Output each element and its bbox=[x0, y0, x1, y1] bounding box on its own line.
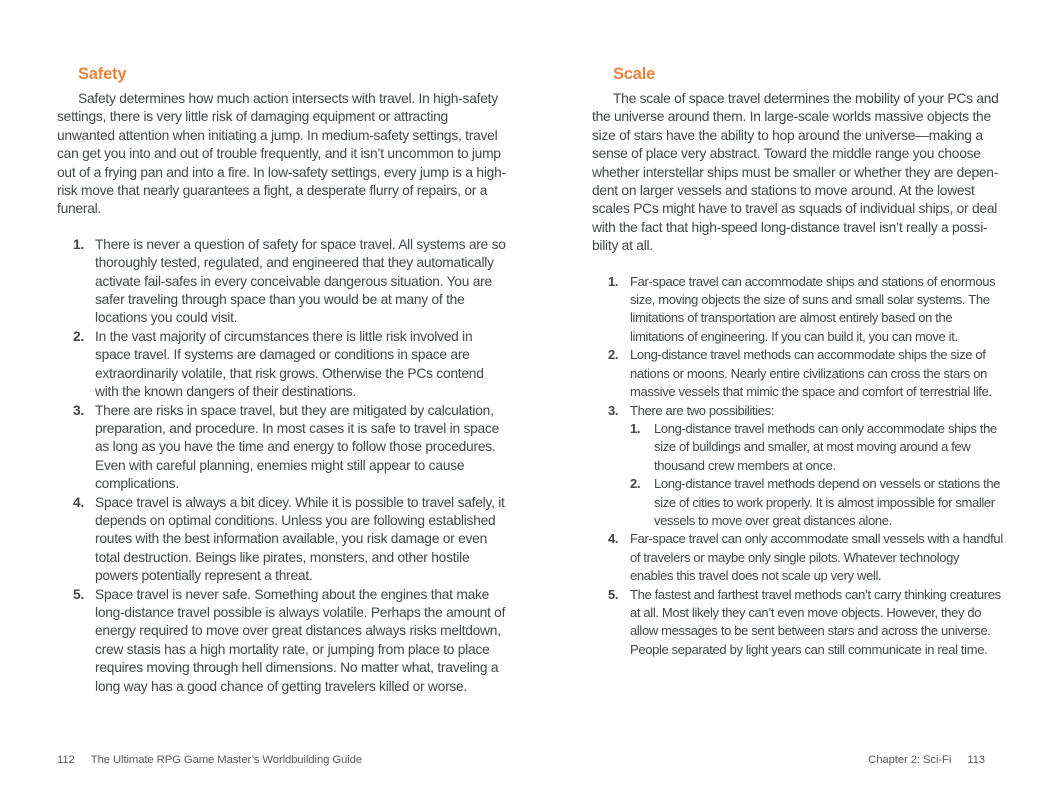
item-number: 1. bbox=[630, 420, 641, 436]
item-number: 2. bbox=[73, 328, 85, 344]
footer-right bbox=[868, 753, 985, 767]
footer-left bbox=[57, 753, 362, 767]
item-number: 3. bbox=[608, 402, 619, 418]
item-number: 1. bbox=[608, 273, 619, 289]
item-text: Long-distance travel methods can accommodate ships the size of nations or moons. Nearly entire civilizations can cross the stars on massive vessels that mimic the space and comfort of terrestrial life. bbox=[630, 347, 992, 400]
item-number: 2. bbox=[608, 347, 619, 363]
page-right bbox=[592, 64, 1004, 659]
intro-paragraph-scale: The scale of space travel determines the mobility of your PCs and the universe around them. In large-scale worlds massive objects the size of stars have the ability to hop around the universe—making a sense of place very abstract. Toward the middle range you choose whether interstellar ships must be smaller or whether they are dependent on larger vessels and stations to move around. At the lowest scales PCs might have to travel as squads of individual ships, or deal with the fact that high-speed long-distance travel isn’t really a possibility at all. bbox=[592, 91, 999, 254]
list-subitem bbox=[630, 420, 1004, 475]
list-item bbox=[608, 402, 1004, 531]
list-item bbox=[73, 586, 507, 696]
list-item bbox=[73, 328, 507, 402]
page-number: 113 bbox=[967, 754, 985, 766]
item-text: Long-distance travel methods depend on vessels or stations the size of cities to work properly. It is almost impossible for smaller vessels to move over great distances alone. bbox=[654, 476, 1001, 528]
list-item bbox=[608, 530, 1004, 585]
numbered-list-scale bbox=[592, 273, 1004, 660]
list-item bbox=[73, 236, 507, 328]
item-text: Long-distance travel methods can only accommodate ships the size of buildings and smaller, at most moving around a few thousand crew members at once. bbox=[654, 420, 997, 473]
list-item bbox=[608, 346, 1004, 401]
item-text: Far-space travel can accommodate ships and stations of enormous size, moving objects the size of suns and small solar systems. The limitations of transportation are almost entirely based on the limitations of engineering. If you can build it, you can move it. bbox=[630, 273, 996, 344]
item-number: 1. bbox=[73, 236, 85, 252]
list-subitem bbox=[630, 475, 1004, 530]
section-heading-safety: Safety bbox=[78, 65, 127, 83]
item-text-with-sublist bbox=[630, 402, 1004, 531]
list-item bbox=[73, 494, 507, 586]
list-item bbox=[73, 402, 507, 494]
item-number: 2. bbox=[630, 476, 641, 492]
page-number: 112 bbox=[57, 754, 75, 766]
item-text: There is never a question of safety for space travel. All systems are so thoroughly tested, regulated, and engineered that they automatically activate fail-safes in every conceivable dangerous situation. You are safer traveling through space than you would be at many of the locations you could visit. bbox=[95, 236, 506, 326]
item-number: 3. bbox=[73, 402, 85, 418]
page-left bbox=[57, 64, 507, 696]
item-number: 5. bbox=[73, 586, 85, 602]
item-text: Space travel is always a bit dicey. While it is possible to travel safely, it depends on optimal conditions. Unless you are following established routes with the best information available, you risk damage or even total destruction. Beings like pirates, monsters, and other hostile powers potentially represent a threat. bbox=[95, 494, 505, 584]
chapter-label: Chapter 2: Sci-Fi bbox=[868, 754, 952, 766]
item-number: 5. bbox=[608, 586, 619, 602]
section-heading-scale: Scale bbox=[613, 65, 656, 83]
item-text: In the vast majority of circumstances there is little risk involved in space travel. If systems are damaged or conditions in space are extraordinarily volatile, that risk grows. Otherwise the PCs contend with the known dangers of their destinations. bbox=[95, 328, 484, 400]
item-text: There are two possibilities: bbox=[630, 402, 775, 418]
numbered-list-safety bbox=[57, 236, 507, 696]
intro-paragraph-safety: Safety determines how much action intersects with travel. In high-safety settings, there is very little risk of damaging equipment or attracting unwanted attention when initiating a jump. In medium-safety settings, travel can get you into and out of trouble frequently, and it isn’t uncommon to jump out of a frying pan and into a fire. In low-safety settings, every jump is a high-risk move that nearly guarantees a fight, a desperate flurry of repairs, or a funeral. bbox=[57, 91, 506, 217]
book-title: The Ultimate RPG Game Master’s Worldbuilding Guide bbox=[90, 754, 363, 766]
list-item bbox=[608, 273, 1004, 347]
item-text: The fastest and farthest travel methods can’t carry thinking creatures at all. Most likely they can’t even move objects. However, they do allow messages to be sent between stars and across the universe. People separated by light years can still communicate in real time. bbox=[630, 586, 1001, 657]
item-text: Far-space travel can only accommodate small vessels with a handful of travelers or maybe only single pilots. Whatever technology enables this travel does not scale up very well. bbox=[630, 531, 1003, 584]
item-text: There are risks in space travel, but they are mitigated by calculation, preparation, and procedure. In most cases it is safe to travel in space as long as you have the time and energy to follow those procedures. Even with careful planning, enemies might still appear to cause complications. bbox=[95, 402, 500, 492]
item-text: Space travel is never safe. Something about the engines that make long-distance travel possible is always volatile. Perhaps the amount of energy required to move over great distances always risks meltdown, crew stasis has a high mortality rate, or jumping from place to place requires moving through hell dimensions. No matter what, traveling a long way has a good chance of getting travelers killed or worse. bbox=[95, 586, 506, 694]
item-number: 4. bbox=[73, 494, 85, 510]
list-item bbox=[608, 586, 1004, 660]
item-number: 4. bbox=[608, 531, 619, 547]
nested-numbered-list bbox=[630, 420, 1004, 530]
